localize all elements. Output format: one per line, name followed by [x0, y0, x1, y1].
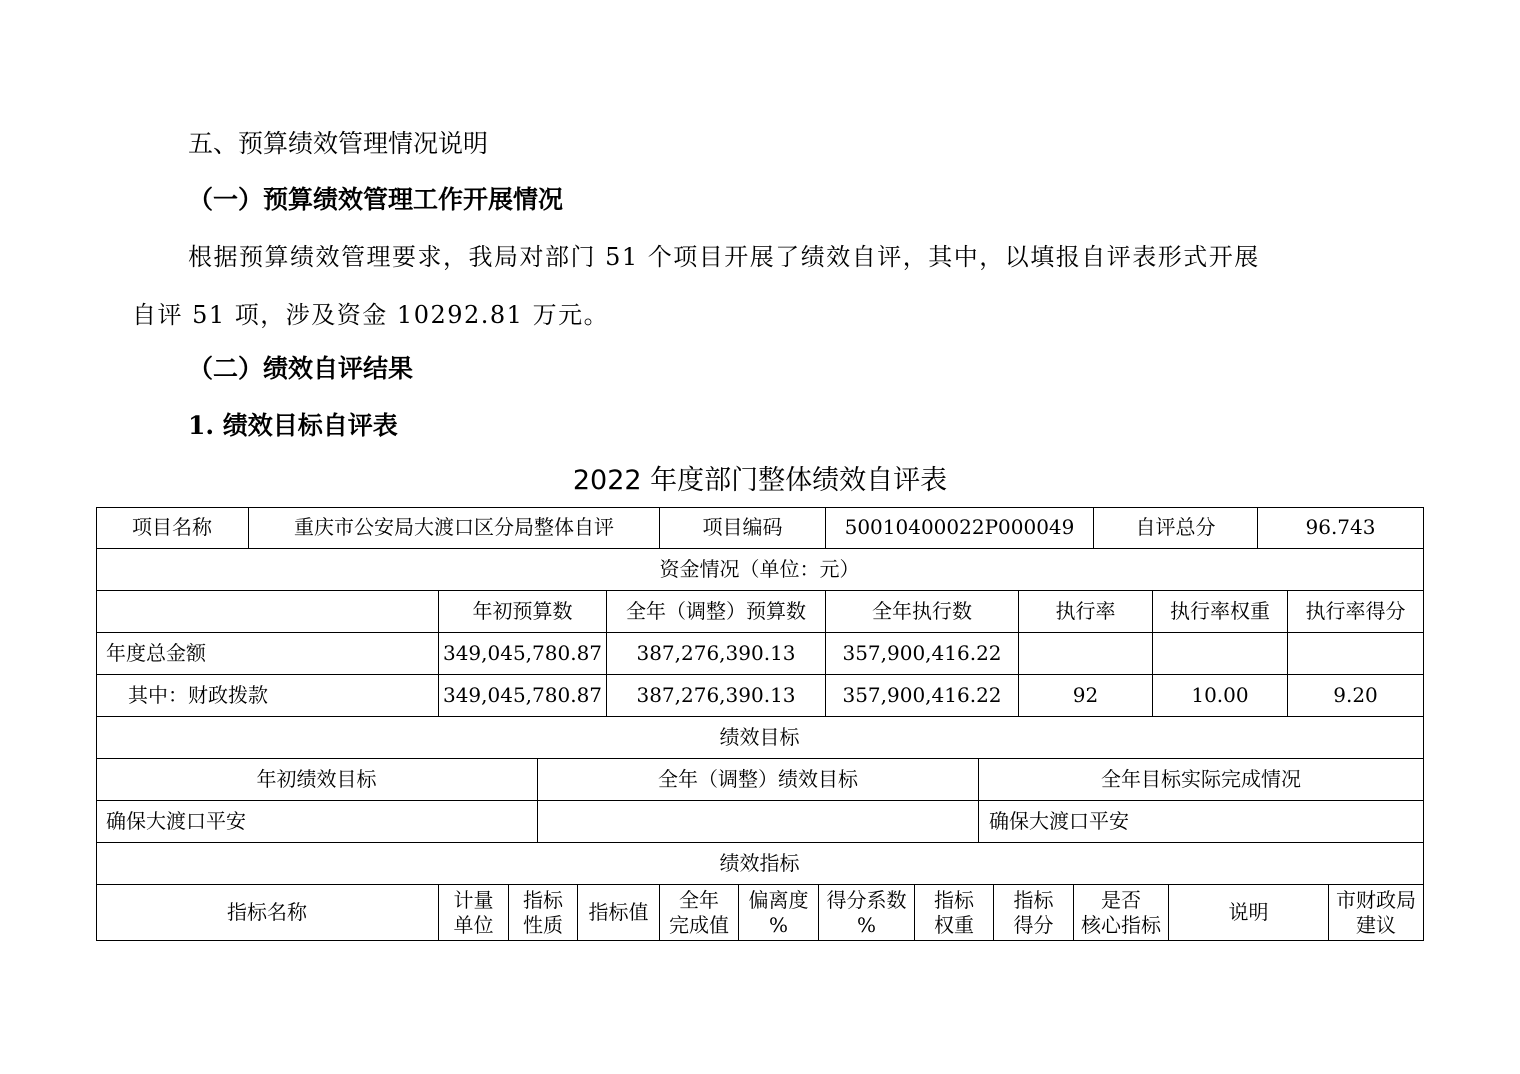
col-nature-line1: 指标: [523, 887, 563, 912]
table-title: 2022 年度部门整体绩效自评表: [572, 465, 948, 496]
project-code-value: 50010400022P000049: [826, 507, 1094, 549]
row-fiscal-adjusted: 387,276,390.13: [607, 675, 826, 717]
col-deviation: [739, 885, 819, 941]
score-label: 自评总分: [1094, 507, 1258, 549]
goal-initial-value: 确保大渡口平安: [96, 801, 538, 843]
col-target-value: [578, 885, 660, 941]
row-fiscal-label: 其中：财政拨款: [96, 675, 439, 717]
project-name-value: 重庆市公安局大渡口区分局整体自评: [249, 507, 660, 549]
col-target-value-text: 指标值: [588, 900, 649, 924]
funds-blank-header: [96, 591, 439, 633]
col-core-line1: 是否: [1101, 887, 1141, 912]
col-completed-line1: 全年: [679, 887, 719, 912]
row-fiscal-initial: 349,045,780.87: [439, 675, 607, 717]
paragraph-line-2: 自评 51 项，涉及资金 10292.81 万元。: [132, 301, 610, 329]
goal-actual-value: 确保大渡口平安: [979, 801, 1424, 843]
col-adjusted-goal: 全年（调整）绩效目标: [538, 759, 979, 801]
col-deviation-line2: %: [768, 912, 788, 937]
col-unit-line1: 计量: [453, 887, 494, 912]
row-fiscal-rate: 92: [1019, 675, 1153, 717]
score-value: 96.743: [1258, 507, 1424, 549]
col-completed-value: [660, 885, 739, 941]
col-exec-rate: 执行率: [1019, 591, 1153, 633]
col-core-indicator: [1074, 885, 1169, 941]
col-description: [1169, 885, 1329, 941]
project-name-label: 项目名称: [96, 507, 249, 549]
col-core-line2: 核心指标: [1081, 912, 1161, 937]
col-unit-line2: 单位: [453, 912, 494, 937]
row-total-executed: 357,900,416.22: [826, 633, 1019, 675]
col-description-text: 说明: [1228, 900, 1269, 924]
goal-adjusted-value: [538, 801, 979, 843]
col-ind-score-line2: 得分: [1013, 912, 1054, 937]
col-initial-budget: 年初预算数: [439, 591, 607, 633]
subsubsection-heading: 1. 绩效目标自评表: [188, 411, 398, 440]
row-fiscal-weight: 10.00: [1153, 675, 1288, 717]
col-suggestion-line1: 市财政局: [1336, 887, 1416, 912]
row-total-rate: [1019, 633, 1153, 675]
row-total-weight: [1153, 633, 1288, 675]
col-nature: [509, 885, 578, 941]
col-indicator-weight: [915, 885, 994, 941]
project-code-label: 项目编码: [660, 507, 826, 549]
col-suggestion-line2: 建议: [1356, 912, 1396, 937]
col-initial-goal: 年初绩效目标: [96, 759, 538, 801]
goals-header: 绩效目标: [96, 717, 1424, 759]
funds-header: 资金情况（单位：元）: [96, 549, 1424, 591]
row-total-rate-score: [1288, 633, 1424, 675]
col-ind-score-line1: 指标: [1013, 887, 1054, 912]
row-total-initial: 349,045,780.87: [439, 633, 607, 675]
col-coef-line1: 得分系数: [826, 887, 907, 912]
col-rate-score: 执行率得分: [1288, 591, 1424, 633]
row-total-label: 年度总金额: [96, 633, 439, 675]
row-fiscal-rate-score: 9.20: [1288, 675, 1424, 717]
col-indicator-name: [96, 885, 439, 941]
indicators-header: 绩效指标: [96, 843, 1424, 885]
subsection-heading-1: （一）预算绩效管理工作开展情况: [188, 185, 564, 214]
col-rate-weight: 执行率权重: [1153, 591, 1288, 633]
col-indicator-name-text: 指标名称: [227, 900, 307, 924]
row-fiscal-executed: 357,900,416.22: [826, 675, 1019, 717]
col-weight-line2: 权重: [934, 912, 974, 937]
col-nature-line2: 性质: [523, 912, 563, 937]
self-evaluation-table: [96, 507, 1424, 941]
section-heading: 五、预算绩效管理情况说明: [188, 129, 489, 158]
col-indicator-score: [994, 885, 1074, 941]
subsection-heading-2: （二）绩效自评结果: [188, 354, 414, 383]
paragraph-line-1: 根据预算绩效管理要求，我局对部门 51 个项目开展了绩效自评，其中，以填报自评表形式开展: [188, 243, 1260, 271]
col-adjusted-budget: 全年（调整）预算数: [607, 591, 826, 633]
col-weight-line1: 指标: [934, 887, 974, 912]
col-finance-suggestion: [1329, 885, 1424, 941]
col-unit: [439, 885, 509, 941]
row-total-adjusted: 387,276,390.13: [607, 633, 826, 675]
col-score-coefficient: [819, 885, 915, 941]
col-actual-completion: 全年目标实际完成情况: [979, 759, 1424, 801]
col-deviation-line1: 偏离度: [748, 887, 809, 912]
col-coef-line2: %: [856, 912, 876, 937]
col-completed-line2: 完成值: [669, 912, 729, 937]
col-executed: 全年执行数: [826, 591, 1019, 633]
